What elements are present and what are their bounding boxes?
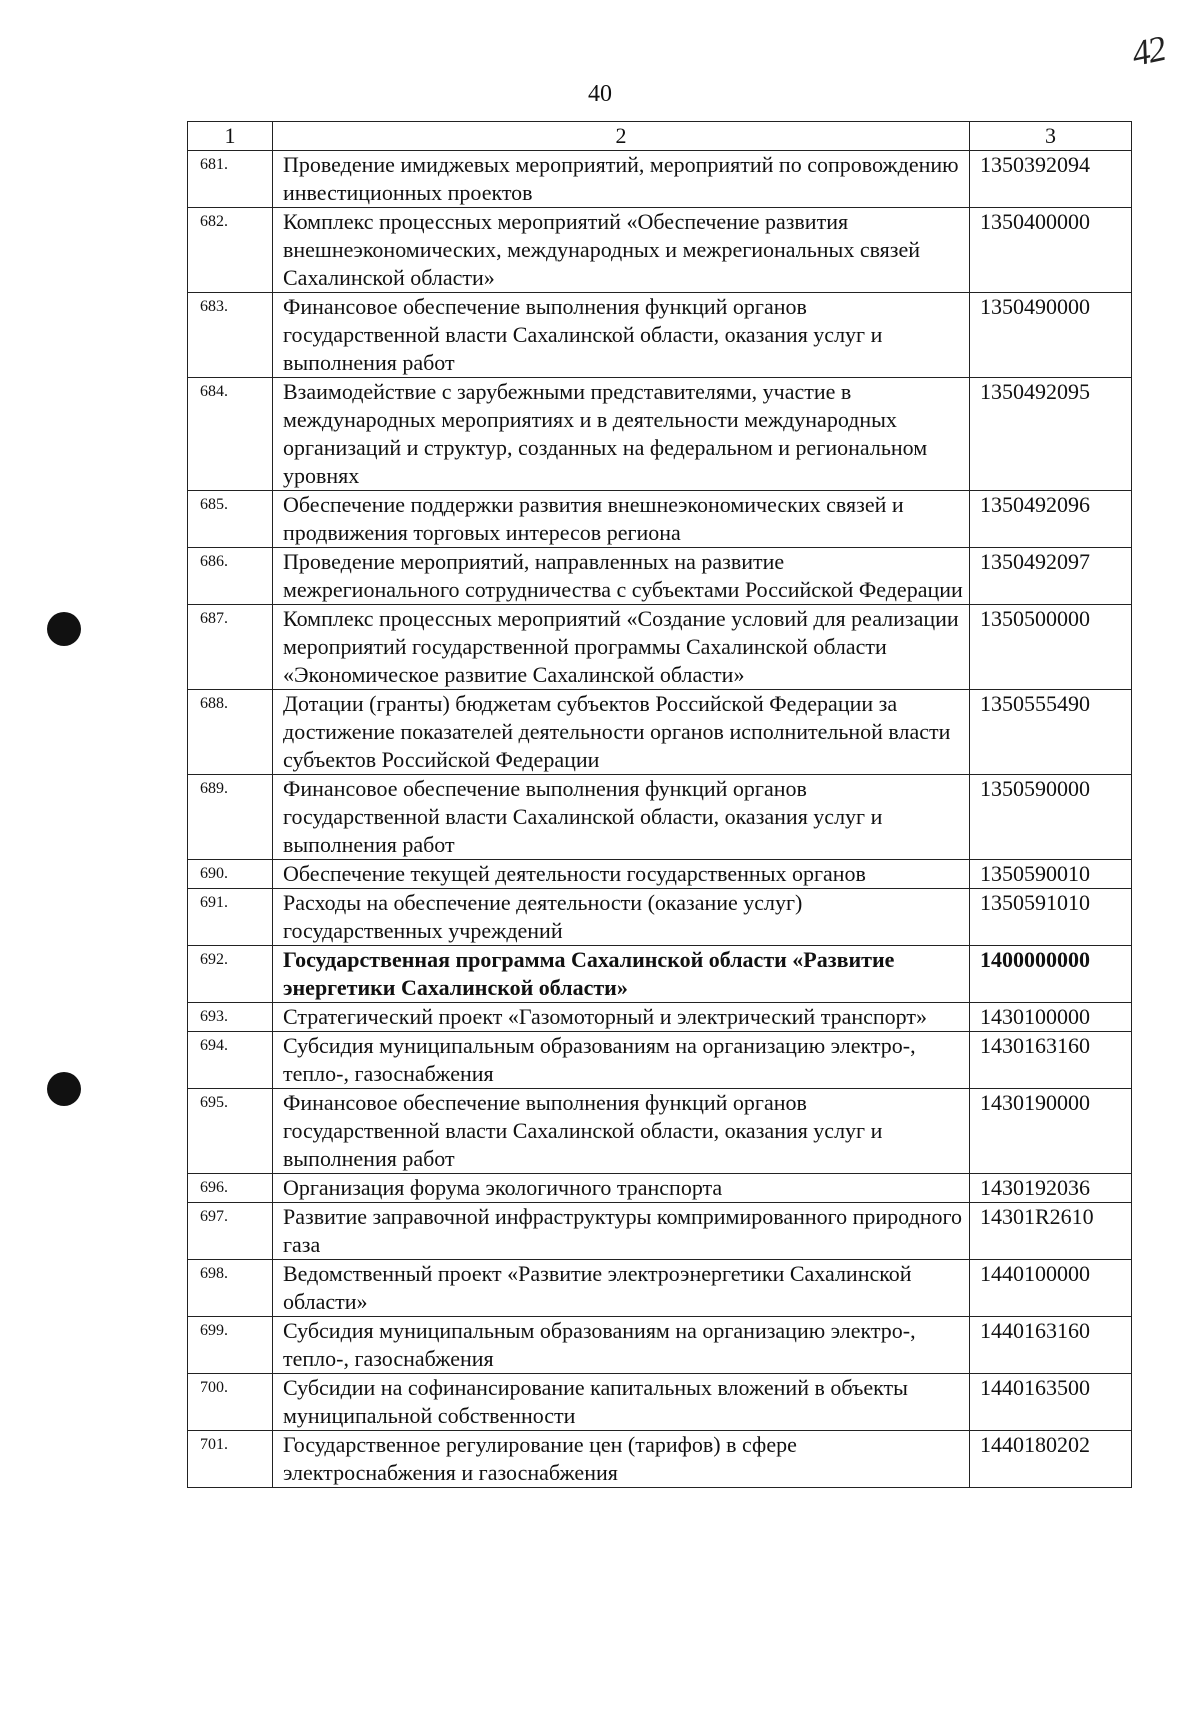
row-code-cell: 1350500000	[970, 605, 1132, 690]
row-code-cell: 1440163160	[970, 1317, 1132, 1374]
row-name-cell: Организация форума экологичного транспорта	[273, 1174, 970, 1203]
table-row	[188, 1260, 1132, 1317]
row-number-cell: 682.	[188, 208, 273, 293]
row-number-cell: 691.	[188, 889, 273, 946]
table-row	[188, 208, 1132, 293]
table-row	[188, 1317, 1132, 1374]
table-row	[188, 1003, 1132, 1032]
table-body	[188, 151, 1132, 1488]
row-name-cell: Комплекс процессных мероприятий «Обеспечение развития внешнеэкономических, международных и межрегиональных связей Сахалинской области»	[273, 208, 970, 293]
row-number-cell: 697.	[188, 1203, 273, 1260]
row-code-cell: 1350555490	[970, 690, 1132, 775]
table-row	[188, 1174, 1132, 1203]
row-code-cell: 14301R2610	[970, 1203, 1132, 1260]
row-name-cell: Субсидия муниципальным образованиям на организацию электро-, тепло-, газоснабжения	[273, 1032, 970, 1089]
row-name-cell: Взаимодействие с зарубежными представителями, участие в международных мероприятиях и в деятельности международных организаций и структур, созданных на федеральном и региональном уровнях	[273, 378, 970, 491]
row-name-cell: Проведение мероприятий, направленных на развитие межрегионального сотрудничества с субъектами Российской Федерации	[273, 548, 970, 605]
row-code-cell: 1350492095	[970, 378, 1132, 491]
table-row	[188, 1089, 1132, 1174]
row-code-cell: 1430192036	[970, 1174, 1132, 1203]
row-number-cell: 692.	[188, 946, 273, 1003]
row-code-cell: 1400000000	[970, 946, 1132, 1003]
row-name-cell: Дотации (гранты) бюджетам субъектов Российской Федерации за достижение показателей деятельности органов исполнительной власти субъектов Российской Федерации	[273, 690, 970, 775]
table-row	[188, 946, 1132, 1003]
row-number-cell: 686.	[188, 548, 273, 605]
table-row	[188, 378, 1132, 491]
row-number-cell: 700.	[188, 1374, 273, 1431]
row-name-cell: Комплекс процессных мероприятий «Создание условий для реализации мероприятий государственной программы Сахалинской области «Экономическое развитие Сахалинской области»	[273, 605, 970, 690]
row-number-cell: 681.	[188, 151, 273, 208]
row-code-cell: 1440163500	[970, 1374, 1132, 1431]
row-name-cell: Расходы на обеспечение деятельности (оказание услуг) государственных учреждений	[273, 889, 970, 946]
row-code-cell: 1430100000	[970, 1003, 1132, 1032]
row-code-cell: 1350590010	[970, 860, 1132, 889]
punch-hole-dot	[47, 1072, 81, 1106]
table-row	[188, 1374, 1132, 1431]
row-name-cell: Субсидия муниципальным образованиям на организацию электро-, тепло-, газоснабжения	[273, 1317, 970, 1374]
row-name-cell: Финансовое обеспечение выполнения функций органов государственной власти Сахалинской области, оказания услуг и выполнения работ	[273, 293, 970, 378]
row-number-cell: 685.	[188, 491, 273, 548]
table-row	[188, 1032, 1132, 1089]
table-row	[188, 1203, 1132, 1260]
table-row	[188, 491, 1132, 548]
page-number: 40	[588, 81, 612, 107]
row-name-cell: Субсидии на софинансирование капитальных вложений в объекты муниципальной собственности	[273, 1374, 970, 1431]
table-row	[188, 889, 1132, 946]
handwritten-page-mark: 42	[1128, 28, 1168, 74]
row-name-cell: Развитие заправочной инфраструктуры компримированного природного газа	[273, 1203, 970, 1260]
table-row	[188, 775, 1132, 860]
table-row	[188, 1431, 1132, 1488]
column-header-name: 2	[273, 122, 970, 151]
column-header-number: 1	[188, 122, 273, 151]
row-number-cell: 701.	[188, 1431, 273, 1488]
row-number-cell: 684.	[188, 378, 273, 491]
row-code-cell: 1350492097	[970, 548, 1132, 605]
row-name-cell: Проведение имиджевых мероприятий, мероприятий по сопровождению инвестиционных проектов	[273, 151, 970, 208]
row-code-cell: 1350492096	[970, 491, 1132, 548]
table-row	[188, 860, 1132, 889]
row-number-cell: 688.	[188, 690, 273, 775]
row-number-cell: 693.	[188, 1003, 273, 1032]
row-name-cell: Финансовое обеспечение выполнения функций органов государственной власти Сахалинской области, оказания услуг и выполнения работ	[273, 1089, 970, 1174]
table-row	[188, 151, 1132, 208]
row-name-cell: Ведомственный проект «Развитие электроэнергетики Сахалинской области»	[273, 1260, 970, 1317]
row-code-cell: 1430190000	[970, 1089, 1132, 1174]
row-name-cell: Финансовое обеспечение выполнения функций органов государственной власти Сахалинской области, оказания услуг и выполнения работ	[273, 775, 970, 860]
row-name-cell: Государственное регулирование цен (тарифов) в сфере электроснабжения и газоснабжения	[273, 1431, 970, 1488]
row-number-cell: 695.	[188, 1089, 273, 1174]
row-number-cell: 687.	[188, 605, 273, 690]
budget-codes-table	[187, 121, 1132, 1488]
row-name-cell: Обеспечение поддержки развития внешнеэкономических связей и продвижения торговых интересов региона	[273, 491, 970, 548]
column-header-code: 3	[970, 122, 1132, 151]
row-name-cell: Обеспечение текущей деятельности государственных органов	[273, 860, 970, 889]
row-number-cell: 689.	[188, 775, 273, 860]
row-code-cell: 1350392094	[970, 151, 1132, 208]
row-code-cell: 1350590000	[970, 775, 1132, 860]
row-name-cell: Стратегический проект «Газомоторный и электрический транспорт»	[273, 1003, 970, 1032]
row-name-cell: Государственная программа Сахалинской области «Развитие энергетики Сахалинской области»	[273, 946, 970, 1003]
table-header-row	[188, 122, 1132, 151]
row-code-cell: 1350591010	[970, 889, 1132, 946]
row-number-cell: 690.	[188, 860, 273, 889]
row-code-cell: 1350400000	[970, 208, 1132, 293]
row-code-cell: 1430163160	[970, 1032, 1132, 1089]
row-code-cell: 1350490000	[970, 293, 1132, 378]
row-number-cell: 683.	[188, 293, 273, 378]
punch-hole-dot	[47, 612, 81, 646]
row-code-cell: 1440180202	[970, 1431, 1132, 1488]
row-code-cell: 1440100000	[970, 1260, 1132, 1317]
row-number-cell: 694.	[188, 1032, 273, 1089]
row-number-cell: 698.	[188, 1260, 273, 1317]
table-row	[188, 293, 1132, 378]
table-row	[188, 605, 1132, 690]
table-row	[188, 548, 1132, 605]
table-row	[188, 690, 1132, 775]
row-number-cell: 699.	[188, 1317, 273, 1374]
row-number-cell: 696.	[188, 1174, 273, 1203]
